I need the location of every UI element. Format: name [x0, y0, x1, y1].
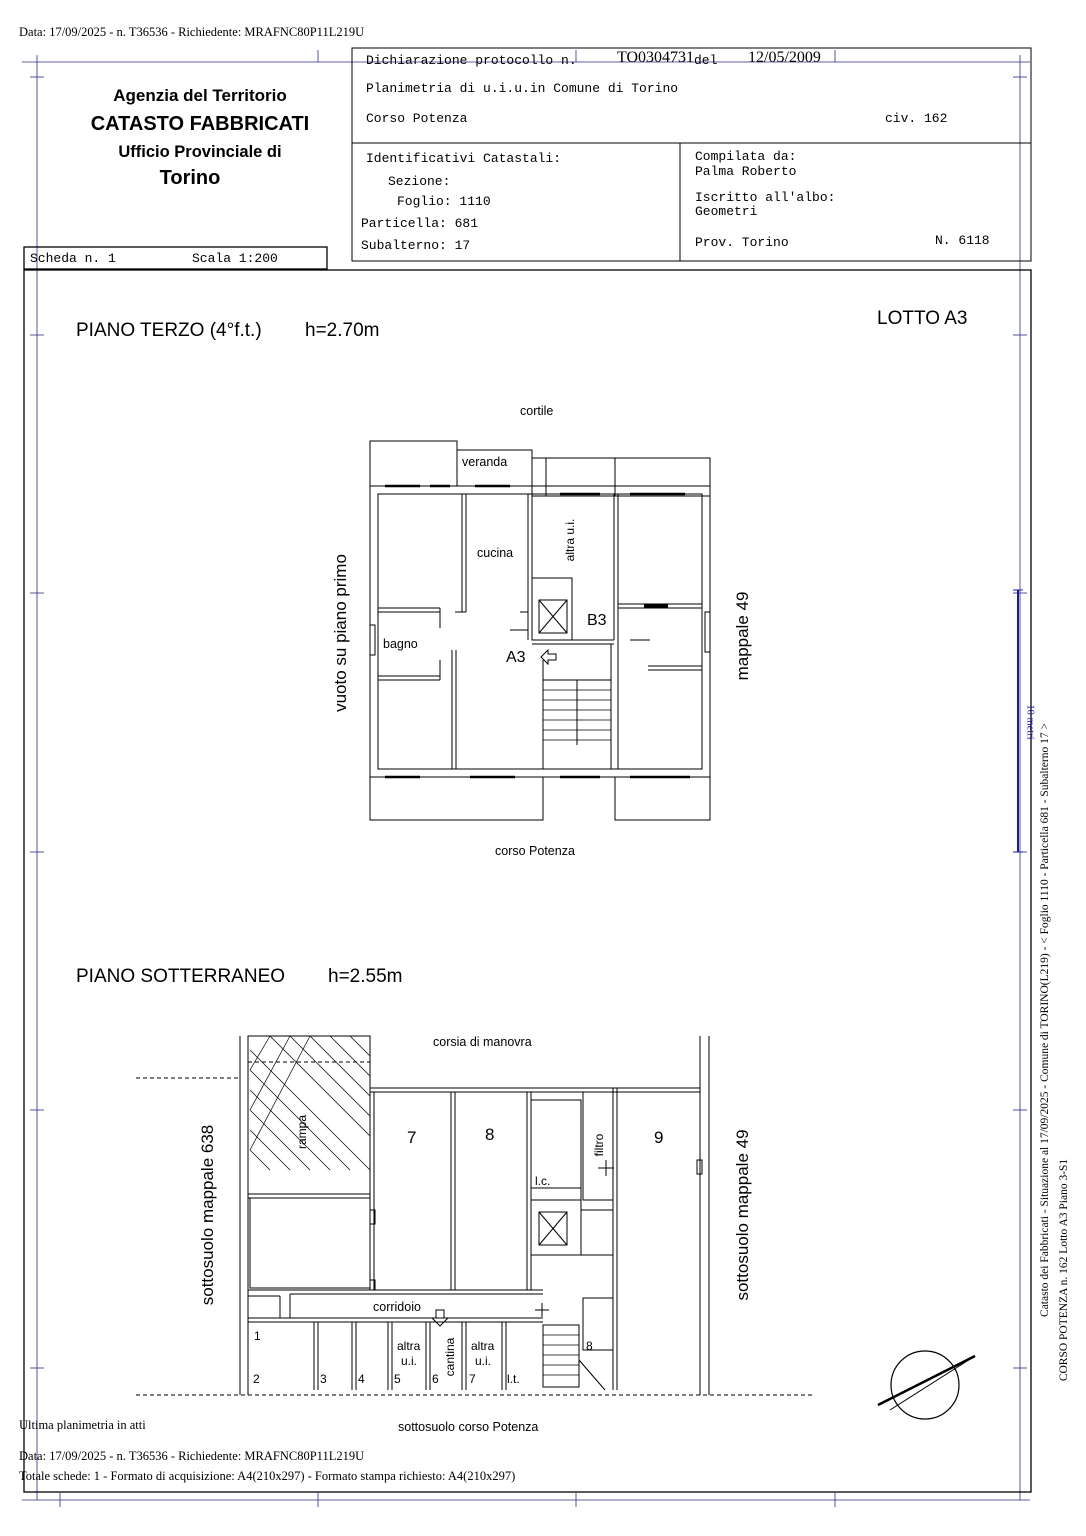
street-name: Corso Potenza [366, 111, 468, 126]
altra-label-5: altra [397, 1339, 421, 1353]
scale-bar [1013, 590, 1023, 852]
unit-8-label: 8 [485, 1125, 495, 1144]
subalterno-field: Subalterno: 17 [361, 238, 471, 253]
compiled-by-label: Compilata da: [695, 149, 797, 164]
scheda-number: Scheda n. 1 [30, 251, 116, 266]
cortile-label: cortile [520, 404, 554, 418]
corridoio-label: corridoio [373, 1300, 421, 1314]
province: Prov. Torino [695, 235, 789, 250]
cellar-2-label: 2 [253, 1372, 260, 1386]
altra-ui-label: altra u.i. [563, 518, 577, 562]
agency-name: Agenzia del Territorio [113, 86, 287, 105]
street-number: civ. 162 [885, 111, 948, 126]
mappale-49-label: mappale 49 [733, 591, 752, 681]
cellar-4-label: 4 [358, 1372, 365, 1386]
corsia-label: corsia di manovra [433, 1035, 532, 1049]
veranda-label: veranda [462, 455, 508, 469]
identifiers-title: Identificativi Catastali: [366, 151, 562, 166]
cellar-3-label: 3 [320, 1372, 327, 1386]
declaration-date: 12/05/2009 [748, 49, 821, 66]
floor-basement-title: PIANO SOTTERRANEO [76, 966, 286, 987]
last-plan-note: Ultima planimetria in atti [19, 1418, 146, 1432]
compiler-name: Palma Roberto [695, 164, 797, 179]
corso-potenza-label: corso Potenza [495, 844, 575, 858]
albo-value: Geometri [695, 204, 758, 219]
cantina-label: cantina [443, 1337, 457, 1377]
sottosuolo-corso-label: sottosuolo corso Potenza [398, 1420, 539, 1434]
vuoto-label: vuoto su piano primo [331, 554, 350, 712]
floor-third-title: PIANO TERZO (4°f.t.) [76, 320, 262, 341]
floor-plan-third [370, 441, 710, 820]
bagno-label: bagno [383, 637, 418, 651]
particella-field: Particella: 681 [361, 216, 479, 231]
footer-format-line: Totale schede: 1 - Formato di acquisizione: A4(210x297) - Formato stampa richiesto: A4(210x297) [19, 1469, 516, 1483]
scale-label: Scala 1:200 [192, 251, 278, 266]
foglio-field: Foglio: 1110 [397, 194, 491, 209]
altra-label-7: altra [471, 1339, 495, 1353]
registration-number: N. 6118 [935, 233, 990, 248]
floor-third-height: h=2.70m [305, 320, 380, 341]
unit-9-label: 9 [654, 1128, 664, 1147]
sottosuolo-49-label: sottosuolo mappale 49 [733, 1129, 752, 1301]
sottosuolo-638-label: sottosuolo mappale 638 [198, 1124, 217, 1306]
ui-label-7: u.i. [475, 1354, 492, 1368]
a3-label: A3 [506, 649, 526, 666]
cucina-label: cucina [477, 546, 514, 560]
catasto-title: CATASTO FABBRICATI [90, 113, 310, 135]
side-address-text: CORSO POTENZA n. 162 Lotto A3 Piano 3-S1 [1058, 1158, 1070, 1382]
declaration-del: del [694, 53, 718, 68]
scale-bar-label: 10 metri [1024, 704, 1036, 740]
footer-request-line: Data: 17/09/2025 - n. T36536 - Richiedente: MRAFNC80P11L219U [19, 1449, 365, 1463]
header-request-line: Data: 17/09/2025 - n. T36536 - Richiedente: MRAFNC80P11L219U [19, 25, 365, 39]
office-label: Ufficio Provinciale di [118, 143, 282, 161]
rampa-label: rampa [295, 1114, 309, 1150]
albo-label: Iscritto all'albo: [695, 190, 836, 205]
plan-municipality: Planimetria di u.i.u.in Comune di Torino [366, 81, 679, 96]
cellar-5-label: 5 [394, 1372, 401, 1386]
cellar-8-label: 8 [586, 1339, 593, 1353]
office-city: Torino [159, 167, 221, 189]
unit-7-label: 7 [407, 1128, 417, 1147]
protocol-number: TO0304731 [617, 49, 695, 66]
filtro-label: filtro [592, 1133, 606, 1157]
sezione-field: Sezione: [388, 174, 451, 189]
north-arrow-icon [878, 1351, 975, 1419]
cellar-1-label: 1 [254, 1329, 261, 1343]
ui-label-5: u.i. [401, 1354, 418, 1368]
declaration-prefix: Dichiarazione protocollo n. [366, 53, 577, 68]
lc-label: l.c. [535, 1174, 551, 1188]
cellar-7-label: 7 [469, 1372, 476, 1386]
floor-basement-height: h=2.55m [328, 966, 403, 987]
side-cadastral-text: Catasto dei Fabbricati - Situazione al 17/09/2025 - Comune di TORINO(L219) - < Foglio 1110 - Particella 681 - Subalterno 17 > [1039, 723, 1051, 1317]
lt-label: l.t. [507, 1372, 520, 1386]
cellar-6-label: 6 [432, 1372, 439, 1386]
b3-label: B3 [587, 612, 607, 629]
lotto-label: LOTTO A3 [877, 308, 968, 329]
